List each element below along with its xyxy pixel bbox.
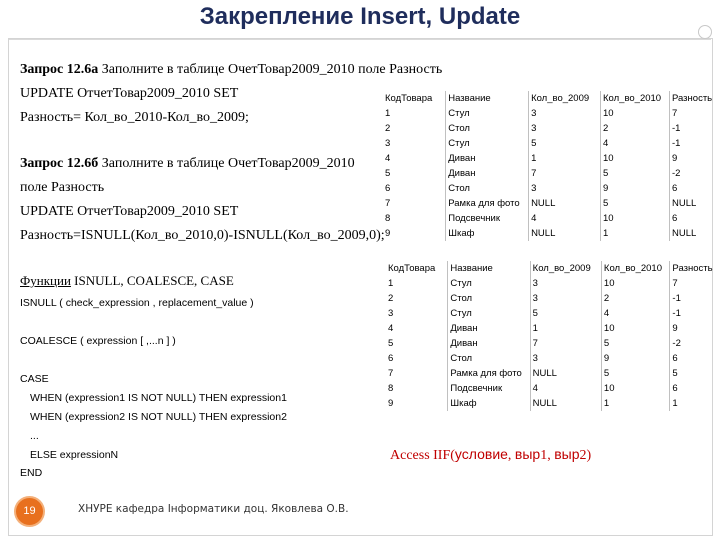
table-cell: 5 <box>386 336 448 351</box>
table-cell: 4 <box>601 306 670 321</box>
table-header-cell: Кол_во_2010 <box>601 91 670 106</box>
table-row <box>383 226 720 241</box>
table-cell: -1 <box>672 308 681 319</box>
access-iif-expr1: выр <box>514 446 541 462</box>
table-row <box>386 336 720 351</box>
table-cell: 6 <box>671 213 678 224</box>
table-header-cell: Название <box>448 261 530 276</box>
table-row <box>386 291 720 306</box>
table-cell: Шкаф <box>448 396 530 411</box>
table-cell: 2 <box>383 121 446 136</box>
table-cell: 3 <box>530 351 601 366</box>
table-cell: 7 <box>529 166 601 181</box>
table-row <box>383 106 720 121</box>
table-cell: 10 <box>601 276 670 291</box>
table-cell: 4 <box>601 136 670 151</box>
table-cell: 9 <box>601 181 670 196</box>
table-cell: 7 <box>530 336 601 351</box>
table-cell: NULL <box>530 366 601 381</box>
query-1-update-line: UPDATE ОтчетТовар2009_2010 SET <box>20 86 239 101</box>
access-iif-condition: условие <box>454 446 508 462</box>
case-when-2: WHEN (expression2 IS NOT NULL) THEN expression2 <box>30 411 287 423</box>
table-cell: NULL <box>529 196 601 211</box>
table-cell: Стул <box>446 106 529 121</box>
query-1-heading <box>20 62 442 78</box>
query-2-line-2: поле Разность <box>20 180 105 195</box>
table-cell: 3 <box>386 306 448 321</box>
corner-ornament-icon <box>698 25 712 39</box>
table-header-row <box>386 261 720 276</box>
table-cell: NULL <box>529 226 601 241</box>
table-cell: -1 <box>671 138 681 149</box>
table-row <box>383 121 720 136</box>
case-else: ELSE expressionN <box>30 449 119 461</box>
table-cell: 1 <box>672 398 678 409</box>
table-cell: 7 <box>672 278 678 289</box>
table-cell: 2 <box>601 291 670 306</box>
query-1-text: Заполните в таблице ОчетТовар2009_2010 поле Разность <box>98 62 443 77</box>
table-cell: Стул <box>448 306 530 321</box>
table-row <box>383 151 720 166</box>
table-cell: 4 <box>530 381 601 396</box>
table-row <box>383 166 720 181</box>
table-cell: 6 <box>386 351 448 366</box>
case-keyword: CASE <box>20 373 49 385</box>
query-2-heading <box>20 156 355 172</box>
footer-author: ХНУРЕ кафедра Інформатики доц. Яковлева О.В. <box>78 503 349 515</box>
table-cell: Диван <box>446 151 529 166</box>
table-cell: Диван <box>446 166 529 181</box>
table-row <box>386 276 720 291</box>
table-cell: 7 <box>671 108 678 119</box>
table-cell: Стол <box>448 291 530 306</box>
result-table-2 <box>386 261 720 411</box>
query-2-set-line: Разность=ISNULL(Кол_во_2010,0)-ISNULL(Кол_во_2009,0); <box>20 228 385 243</box>
case-end: END <box>20 467 43 479</box>
access-iif-n2: 2) <box>579 448 592 463</box>
table-cell: Диван <box>448 336 530 351</box>
table-cell: NULL <box>530 396 601 411</box>
table-cell: 5 <box>530 306 601 321</box>
table-row <box>383 181 720 196</box>
table-row <box>383 136 720 151</box>
table-cell: Шкаф <box>446 226 529 241</box>
query-2-label: Запрос 12.6б <box>20 156 99 171</box>
case-ellipsis: ... <box>30 430 39 442</box>
table-cell: 1 <box>383 106 446 121</box>
table-cell: -1 <box>671 123 681 134</box>
table-header-cell: Кол_во_2010 <box>601 261 670 276</box>
table-cell: 3 <box>529 106 601 121</box>
table-cell: Подсвечник <box>448 381 530 396</box>
table-cell: 5 <box>601 366 670 381</box>
table-cell: Стол <box>448 351 530 366</box>
table-cell: 1 <box>530 321 601 336</box>
table-cell: 7 <box>386 366 448 381</box>
table-cell: 3 <box>530 276 601 291</box>
table-header-cell: КодТовара <box>386 261 448 276</box>
table-cell: 5 <box>383 166 446 181</box>
table-row <box>386 396 720 411</box>
table-cell: 1 <box>529 151 601 166</box>
table-header-cell: Разность <box>672 263 713 274</box>
access-iif-sep: , <box>507 448 515 463</box>
table-cell: 3 <box>383 136 446 151</box>
table-row <box>386 351 720 366</box>
table-cell: 1 <box>601 396 670 411</box>
query-1-set-line: Разность= Кол_во_2010-Кол_во_2009; <box>20 110 249 125</box>
table-cell: -2 <box>671 168 681 179</box>
table-header-cell: Кол_во_2009 <box>530 261 601 276</box>
access-iif-note <box>390 446 591 464</box>
table-cell: Рамка для фото <box>448 366 530 381</box>
table-cell: Стул <box>448 276 530 291</box>
slide-number-badge: 19 <box>16 498 43 525</box>
table-cell: 1 <box>601 226 670 241</box>
table-cell: 5 <box>529 136 601 151</box>
table-cell: -1 <box>672 293 681 304</box>
table-cell: 6 <box>672 353 678 364</box>
query-2-text: Заполните в таблице ОчетТовар2009_2010 <box>98 156 355 171</box>
isnull-syntax: ISNULL ( check_expression , replacement_value ) <box>20 297 254 309</box>
table-cell: Рамка для фото <box>446 196 529 211</box>
table-cell: 10 <box>601 106 670 121</box>
case-when-1: WHEN (expression1 IS NOT NULL) THEN expression1 <box>30 392 287 404</box>
table-cell: NULL <box>671 198 697 209</box>
table-cell: 4 <box>529 211 601 226</box>
query-2-update-line: UPDATE ОтчетТовар2009_2010 SET <box>20 204 239 219</box>
functions-heading-list: ISNULL, COALESCE, CASE <box>70 273 234 288</box>
table-cell: 9 <box>672 323 678 334</box>
table-cell: 7 <box>383 196 446 211</box>
access-iif-prefix: Access IIF( <box>390 448 455 463</box>
table-cell: Стул <box>446 136 529 151</box>
table-cell: 3 <box>529 181 601 196</box>
table-cell: 9 <box>386 396 448 411</box>
table-header-cell: Кол_во_2009 <box>529 91 601 106</box>
coalesce-syntax: COALESCE ( expression [ ,...n ] ) <box>20 335 176 347</box>
table-cell: 6 <box>672 383 678 394</box>
table-row <box>386 321 720 336</box>
table-cell: 9 <box>671 153 678 164</box>
table-cell: 6 <box>383 181 446 196</box>
table-cell: NULL <box>671 228 697 239</box>
table-row <box>383 196 720 211</box>
access-iif-expr2: выр <box>554 446 580 462</box>
table-cell: 10 <box>601 321 670 336</box>
table-cell: 2 <box>386 291 448 306</box>
table-cell: 10 <box>601 211 670 226</box>
table-cell: Стол <box>446 121 529 136</box>
table-header-row <box>383 91 720 106</box>
table-cell: 10 <box>601 381 670 396</box>
table-cell: 9 <box>383 226 446 241</box>
table-cell: 5 <box>601 336 670 351</box>
slide-title: Закрепление Insert, Update <box>199 3 521 30</box>
access-iif-n1: 1, <box>540 448 555 463</box>
table-row <box>386 306 720 321</box>
table-cell: 4 <box>386 321 448 336</box>
table-cell: Подсвечник <box>446 211 529 226</box>
table-header-cell: Название <box>446 91 529 106</box>
table-cell: 9 <box>601 351 670 366</box>
table-cell: 4 <box>383 151 446 166</box>
query-1-label: Запрос 12.6а <box>20 62 99 77</box>
functions-heading <box>20 273 234 289</box>
functions-heading-underlined: Функции <box>20 273 71 288</box>
table-cell: 5 <box>601 166 670 181</box>
table-cell: 6 <box>671 183 678 194</box>
table-row <box>386 366 720 381</box>
result-table-1 <box>383 91 720 241</box>
table-cell: 8 <box>383 211 446 226</box>
table-cell: 5 <box>672 368 678 379</box>
table-header-cell: КодТовара <box>383 91 446 106</box>
table-cell: Стол <box>446 181 529 196</box>
table-cell: 3 <box>529 121 601 136</box>
table-cell: 1 <box>386 276 448 291</box>
table-cell: -2 <box>672 338 681 349</box>
table-header-cell: Разность <box>671 93 713 104</box>
table-row <box>383 211 720 226</box>
table-cell: 10 <box>601 151 670 166</box>
table-cell: 3 <box>530 291 601 306</box>
table-row <box>386 381 720 396</box>
table-cell: 2 <box>601 121 670 136</box>
table-cell: Диван <box>448 321 530 336</box>
table-cell: 8 <box>386 381 448 396</box>
table-cell: 5 <box>601 196 670 211</box>
